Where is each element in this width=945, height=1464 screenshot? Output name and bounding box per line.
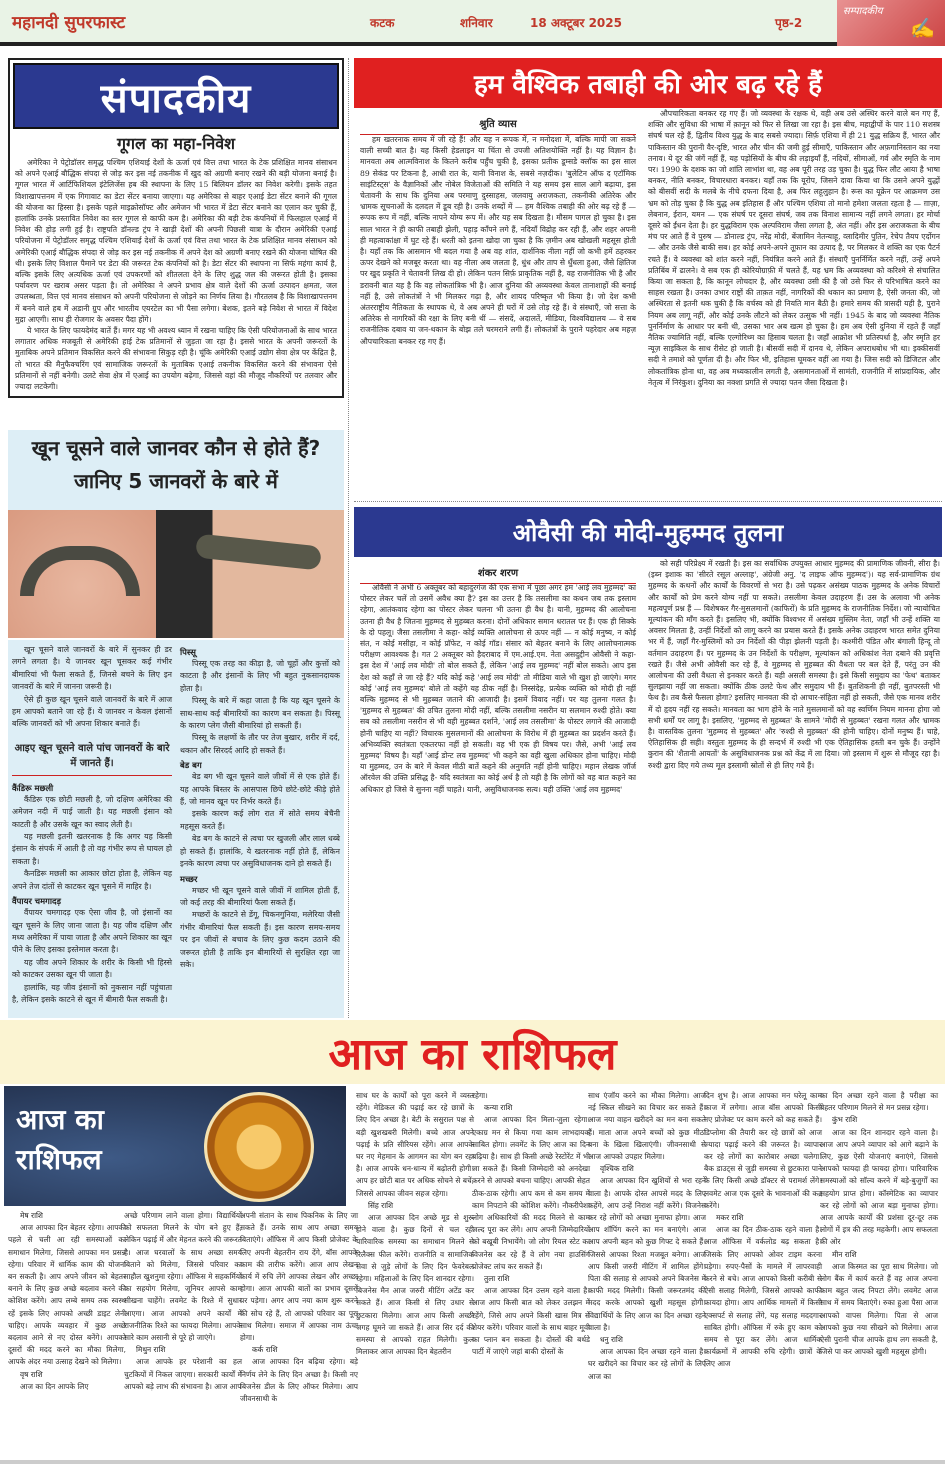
editorial-banner xyxy=(13,63,339,129)
horoscope-text: आज का दिन ठीक-ठाक रहने वाला है। आज ऑफिस में वर्कलोड बढ़ सकता है। जिसके लिए आपको ओवर टाइम करना पड़ेगा। रुपए-पैसों के मामले में लापरवाही करने से बचे। आज आपको किसी करीबी से ऐसी सलाह मिलेगी, जिससे आपको काफी फायदा होगा। आप आर्थिक मामलों में किसी एक्सपर्ट से सलाह लेंगे, यह सलाह मददगार साबित होगी। ऑफिस में रुके हुए काम को समय से पूरा कर लेंगे। आज धार्मिक कार्यक्रमों में आपकी रुचि रहेगी। छात्रों के लिए आज xyxy=(704,1225,822,1369)
article2-column-2 xyxy=(648,558,940,1014)
horoscope-text: आज आपका दिन बढ़िया रहेगा। बड़े निर्णय लेने के लिए दिन अच्छा है। किसी नए बिजनेस डील के लिए ऑफर मिलेगा। आप जीवनसाथी के xyxy=(240,1357,358,1404)
article1-byline: श्रुति व्यास xyxy=(360,116,636,135)
article2-headline-banner xyxy=(354,507,942,557)
horoscope-text: आज आपके हर परेशानी का हल चुटकियों में निकल जाएगा। सरकारी कार्यों में आपको बड़े लाभ की संभावना है। आज आप xyxy=(124,1357,242,1391)
bloodsuckers-callout: आइए खून चूसने वाले पांच जानवरों के बारे में जानते हैं। xyxy=(12,735,172,776)
horoscope-text: आज आपका दिन मिला-जुला रहेगा। एकाग्र मन से किया गया काम लाभदायक साबित होगा। लवमेंट के लिए आज का दिन बढ़िया है। साथ ही किसी अच्छे रेस्टोरेंट में भी जा सकते हैं। किसी जिम्मेदारी को अनदेखा करने से आपको बचना चाहिए। आपकी सेहत ठीक-ठाक रहेगी। आप कम से कम समय में काम निपटाने की कोशिश करेंगे। नौकरीपेशा लोग अधिकारियों की मदद मिलने से काम जल्द पूरा कर लेंगे। आप अपनी जिम्मेदारियों को बखूबी निभायेंगे। जो लोग रियल स्टेट का विजनेस कर रहे हैं वे लोग नया हाउसिंग प्रोजेक्ट लांच कर सकते हैं। xyxy=(472,1115,590,1271)
section-paragraph: बेड बग के काटने से त्वचा पर खुजली और लाल धब्बे हो सकते हैं। हालांकि, ये खतरनाक नहीं होते हैं, लेकिन इनके कारण त्वचा पर असुविधाजनक दाने हो सकते हैं। xyxy=(180,834,340,869)
rashifal-column-text xyxy=(8,1210,126,1458)
section-paragraph: मच्छर भी खून चूसने वाले जीवों में शामिल होती हैं, जो कई तरह की बीमारियां फैला सकते हैं। xyxy=(180,885,340,907)
editorial-title: गूगल का महा-निवेश xyxy=(116,134,236,153)
column-divider xyxy=(348,58,349,1018)
leech-photos xyxy=(8,510,344,638)
rashifal-image-text xyxy=(16,1100,104,1180)
horoscope-text: रहेगा। xyxy=(472,1091,488,1100)
section-paragraph: मच्छरों के काटने से डेंगू, चिकनगुनिया, मलेरिया जैसी गंभीर बीमारियां फैल सकती हैं। इस कारण समय-समय पर इन जीवों से बचाव के लिए कुछ कदम उठाने की जरूरत होती है ताकि इन बीमारियों से सुरक्षित रहा जा सके। xyxy=(180,910,340,969)
article2-text: ओवैसी ने अभी 6 अक्तूबर को बहादुरगंज की एक सभा में पूछा अगर हम 'आई लव मुहम्मद' का पोस्टर लेकर चलें तो उसमें अवैध क्या है? इस का उत्तर है कि तसलीमा का कथन जब तक इस्लाम रहेगा, आतंकवाद रहेगा का पोस्टर लेकर चलना भी उतना ही वैध है। यानी, मुहम्मद की आलोचना उतना ही वैध है जितना मुहम्मद से मुहब्बत करना। दोनों अधिकार समान धरातल पर हैं। एक ही सिक्के के दो पहलू। जैसा तसलीमा ने कहा- कोई व्यक्ति आलोचना से ऊपर नहीं — न कोई मनुष्य, न कोई संत, न कोई मसीहा, न कोई प्रॉफेट, न कोई गॉड। संसार को बेहतर बनाने के लिए आलोचनात्मक परीक्षण आवश्यक है। गत 2 अक्तूबर को हैदराबाद में एम.आई.एम. नेता असदुद्दीन ओवैसी ने कहा- इस देश में 'आई लव मोदी' तो बोल सकते हैं, लेकिन 'आई लव मुहम्मद' नहीं बोल सकते। आप इस देश को कहाँ ले जा रहे हैं? यदि कोई कहे 'आई लव मोदी' तो मीडिया वाले भी खुश हो जाएंगे। मगर कोई 'आई लव मुहम्मद' बोले तो कहेंगे यह ठीक नहीं है। निस्संदेह, प्रत्येक व्यक्ति को मोदी ही नहीं बल्कि मुहम्मद से भी मुहब्बत जताने की आजादी है। इसमें विवाद नहीं। पर यह तुलना गलत है। 'मुहम्मद से मुहब्बत' की उचित तुलना मोदी नहीं, बल्कि तसलीमा नसरीन या सलमान रुश्दी होते। क्या सब को तसलीमा नसरीन से भी वही मुहब्बत दर्शाने, 'आई लव तसलीमा' के पोस्टर लगाने की आजादी होनी चाहिए या नहीं? विचारक मुसलमानों की आलोचना के विरोध में ही मुहब्बत का प्रदर्शन करते हैं। अभिव्यक्ति स्वतंत्रता एकतरफा नहीं हो सकती। वह भी एक ही विषय पर। जैसे, अभी 'आई लव मुहम्मद' विषय है। यहाँ 'आई डोन्ट लव मुहम्मद' भी कहने का वही खुला अधिकार होना चाहिए। मोदी या मुहम्मद, उन के बारे में केवल मीठी बातें कहने की अनुमति नहीं होनी चाहिए। महान लेखक जॉर्ज ऑरवेल की उक्ति प्रसिद्ध है- यदि स्वतंत्रता का कोई अर्थ है तो यही है कि लोगों को वह बात कहने का अधिकार हो जिसे वे सुनना नहीं चाहते। यानी, असुविधाजनक सत्य। यही उक्ति 'आई लव मुहम्मद' xyxy=(360,583,636,794)
rashifal-image xyxy=(4,1086,346,1206)
bloodsuckers-column-1 xyxy=(12,644,172,1014)
horoscope-text: आज आपका दिन उत्तम रहने वाला है। आज आप किसी बात को लेकर उलझन में रहेंगे, जिसे आप अपने किसी खास मित्र से शेयर करेंगे। परिवार वालों के साथ बाहर मूवी का प्लान बन सकता है। दोस्तों की बर्थडे पार्टी में जाएंगे जहां बाकी दोस्तों के xyxy=(472,1286,590,1357)
rashifal-column xyxy=(240,1210,358,1458)
zodiac-sign-title: मीन राशि xyxy=(832,1249,857,1259)
section-paragraph: कैनडिरू मछली का आकार छोटा होता है, लेकिन यह अपने तेज दांतों से काटकर खून चूसने में माहिर है। xyxy=(12,869,172,891)
zodiac-sign-title: कर्क राशि xyxy=(252,1345,278,1355)
section-paragraph: बेड बग भी खून चूसने वाले जीवों में से एक होते हैं। यह आपके बिस्तर के आसपास छिपे छोटे-छोटे कीड़े होते हैं, जो मानव खून पर निर्भर करते हैं। xyxy=(180,772,340,807)
paper-name: महानदी सुपरफास्ट xyxy=(12,13,126,33)
section-paragraph: पिस्सू के लक्षणों के तौर पर तेज बुखार, शरीर में दर्द, थकान और सिरदर्द आदि हो सकते हैं। xyxy=(180,733,340,755)
section-paragraph: वैंपायर चमगादड़ एक ऐसा जीव है, जो इंसानों का खून चूसने के लिए जाना जाता है। यह जीव दक्षिण और मध्य अमेरिका में पाया जाता है और अपने शिकार का खून पीने के लिए इसका इस्तेमाल करता है। xyxy=(12,908,172,955)
article-divider xyxy=(354,501,942,502)
rashifal-column-text xyxy=(124,1210,242,1458)
editorial-body xyxy=(10,157,342,392)
zodiac-wheel-icon xyxy=(204,1092,314,1202)
section-title: बेड बग xyxy=(180,760,202,771)
section-title: पिस्सू xyxy=(180,647,196,657)
leech-photo-1 xyxy=(8,510,156,638)
horoscope-text: आज आपका दिन अच्छा रहने वाला है। घर खरीदने का विचार कर रहे लोगों के लिए आज का xyxy=(588,1347,706,1381)
editorial-box xyxy=(8,58,344,398)
rashifal-column-text xyxy=(820,1090,938,1458)
article1-headline: हम वैश्विक तबाही की ओर बढ़ रहे हैं xyxy=(474,70,822,100)
rashifal-column xyxy=(704,1090,822,1458)
bloodsuckers-headline xyxy=(8,430,344,510)
rashifal-column xyxy=(356,1090,474,1458)
leech-icon xyxy=(20,546,140,596)
rashifal-column-text xyxy=(240,1210,358,1458)
leech-icon xyxy=(195,534,322,571)
zodiac-sign-title: मकर राशि xyxy=(716,1213,744,1223)
pen-hand-icon: ✍ xyxy=(910,16,935,40)
section-title: मच्छर xyxy=(180,873,198,884)
zodiac-sign-title: सिंह राशि xyxy=(368,1200,394,1210)
article2-text: को सही परिप्रेक्ष्य में रखती है। इस का सर्वाधिक उपयुक्त आधार मुहम्मद की प्रामाणिक जीवनी, सीरा है। (इब्न इशाक का 'सीरते रसूल अल्लाह', अंग्रेजी अनु. 'द लाइफ ऑफ मुहम्मद')। यह सर्व-प्रामाणिक ग्रंथ मुहम्मद के कथनों और कार्यों के विवरणों से भरा है। उसे पढ़कर असंख्य पाठक मुहम्मद के अनेक विचारों और कार्यों को प्रेम करने योग्य नहीं पा सकते। तसलीमा केवल उदाहरण हैं। उस के अलावा भी अनेक महत्वपूर्ण प्रश्न हैं — विशेषकर गैर-मुसलमानों (काफिरों) के प्रति मुहम्मद के राजनीतिक निर्देश। जो न्यायोचित मूल्यांकन की माँग करते हैं। इसलिए भी, क्योंकि विश्वभर में असंख्य मुस्लिम नेता, जहाँ भी उन्हें शक्ति या अवसर मिलता है, उन्हीं निर्देशों को लागू करने का प्रयास करते हैं। इसके अनेक उदाहरण भारत समेत दुनिया भर में हैं, जहाँ गैर-मुस्लिमों को उन निर्देशों की पीड़ा झेलनी पड़ती है। कश्मीरी पंडित और बंगाली हिन्दू तो वर्तमान उदाहरण हैं। पर मुहम्मद के उन निर्देशों के परीक्षण, मूल्यांकन को अधिकांश नेता दबाने की प्रवृत्ति रखते हैं। जैसे अभी ओवैसी कर रहे हैं, वे मुहम्मद से मुहब्बत की वैधता पर बल देते हैं, परंतु उन की आलोचना की उसी वैधता से इनकार करते हैं। यही असली समस्या है। इसे किसी समुदाय का 'फेथ' बताकर सुलझाया नहीं जा सकता। क्योंकि ठीक उलटे फेथ और समुदाय भी हैं। बुतशिकनी ही नहीं, बुतपरस्ती भी फेथ है। तब कैसे फैसला होगा? इसलिए मानवता की दो आचार-संहिता नहीं हो सकती, जैसे एक मानव शरीर में दो हृदय नहीं रह सकते। मानवता का भाग होने के नाते मुसलमानों को वह स्वर्णिम नियम मानना होगा जो सभी धर्मों पर लागू है। इसलिए, 'मुहम्मद से मुहब्बत' के सामने 'मोदी से मुहब्बत' रखना गलत और भ्रामक है। वास्तविक तुलना 'मुहम्मद से मुहब्बत' और 'रुश्दी से मुहब्बत' की होनी चाहिए। दोनों मनुष्य हैं। चाहे, ऐतिहासिक ही सही। वस्तुतः मुहम्मद के ही सन्दर्भ में रुश्दी भी एक ऐतिहासिक हस्ती बन चुके हैं। उन्होंने कुरान की 'शैतानी आयतों' के असुविधाजनक प्रश्न को केंद्र में ला दिया। जो इस्लाम में शुरू से मौजूद रहा है। रुश्दी द्वारा दिए गये तथ्य मूल इस्लामी स्रोतों से ही लिए गये हैं। xyxy=(648,559,940,770)
bloodsuckers-headline-line2: जानिए 5 जानवरों के बारे में xyxy=(74,469,278,493)
horoscope-text: अच्छे परिणाम लाने वाला होगा। विद्यार्थियों को सफलता मिलने के योग बने हुए हैं, लेकिन पढ़ाई में और मेहनत करने की जरूरत है। आज घरवालों के साथ अच्छा समय बिताने को मिलेगा, जिससे परिवार का माहौल खुशनुमा रहेगा। ऑफिस मे सहकर्मियों का सहयोग मिलेगा, जूनियर आपसे काम सीखना चाहेंगे। लवमेट के रिश्ते में सुधार आएगा। आज आपको अपने कार्यों में राजनीतिक रिश्ते का फायदा मिलेगा। आपके सारे काम असानी से पूरे हो जाएंगे। xyxy=(124,1211,242,1343)
section-logo xyxy=(837,0,945,46)
section-paragraph: कैंडिरू एक छोटी मछली है, जो दक्षिण अमेरिका की अमेजन नदी में पाई जाती है। यह मछली इंसान को काटती है और उसके खून का स्वाद लेती है। xyxy=(12,794,172,829)
zodiac-sign-title: मिथुन राशि xyxy=(136,1345,166,1355)
zodiac-sign-title: धनु राशि xyxy=(600,1335,623,1345)
rashifal-column xyxy=(820,1090,938,1458)
section-paragraph: पिस्सू एक तरह का कीड़ा है, जो चूहों और कुत्तों को काटता है और इंसानों के लिए भी बहुत नुकसानदायक होता है। xyxy=(180,659,340,693)
section-paragraph: हालांकि, यह जीव इंसानों को नुकसान नहीं पहुंचाता है, लेकिन इसके काटने से खून में बीमारी फैल सकती है। xyxy=(12,982,172,1004)
zodiac-sign-title: वृष राशि xyxy=(20,1369,43,1379)
rashifal-column xyxy=(8,1210,126,1458)
zodiac-sign-title: कन्या राशि xyxy=(484,1103,513,1113)
section-paragraph: यह मछली इतनी खतरनाक है कि अगर यह किसी इंसान के संपर्क में आती है तो वह गंभीर रूप से घायल हो सकता है। xyxy=(12,832,172,866)
rashifal-image-line1: आज का xyxy=(16,1103,104,1136)
rashifal-headline-banner xyxy=(0,1020,945,1084)
article1-text: हम खतरनाक समय में जी रहे हैं! और यह न रूपक में, न मनोदशा में, बल्कि मापी जा सकने वाली सच्ची बात है। यह किसी हेडलाइन या चिंता से उपजी अतिशयोक्ति नहीं है। यह विज्ञान है। मानवता अब आत्मविनाश के कितने करीब पहुँच चुकी है, इसका प्रतीक डूम्सडे क्लॉक का इस साल 89 सेकंड पर टिकना है, आधी रात के, यानी विनाश के, सबसे नज़दीक। 'बुलेटिन ऑफ द एटॉमिक साइंटिस्ट्स' के वैज्ञानिकों और नोबेल विजेताओं की समिति ने यह समय इस साल आगे बढ़ाया, इस चेतावनी के साथ कि दुनिया अब परमाणु दुस्साहस, जलवायु अराजकता, तकनीकी अतिरेक और भ्रामक सूचनाओं के दलदल में डूब रही है। उनके शब्दों में — हम वैश्विक तबाही की ओर बढ़ रहे हैं — रूपक रूप में नहीं, बल्कि नापने योग्य रूप में। और यह सब दिखता है। मौसम पागल हो चुका है। इस साल भारत ने ही काफी तबाही झेली, पहाड़ काँपने लगे हैं, नदियाँ विद्रोह कर रही हैं, और शहर अपनी ही महत्वाकांक्षा में घुट रहे हैं। धरती को इतना खोदा जा चुका है कि ज़मीन अब खोखली महसूस होती है। यहाँ तक कि आसमान भी बदल गया है अब वह शांत, दार्शनिक नीला नहीं जो कभी हमें ठहरकर ऊपर देखने को मजबूर करता था। वह नीला अब जलता है, धुंध और ताप से धुँधला हुआ, जैसे क्षितिज पर खुद प्रकृति ने चेतावनी लिख दी हो। लेकिन पतन सिर्फ़ प्राकृतिक नहीं है, वह राजनीतिक भी है और डरावनी बात यह है कि वह लोकतांत्रिक भी है। आज दुनिया की अव्यवस्था केवल तानाशाहों की बनाई नहीं है, उसे लोकतंत्रों ने भी मिलकर गढ़ा है, और शायद परिष्कृत भी किया है। जो देश कभी अंतरराष्ट्रीय नैतिकता के स्थापक थे, वे अब अपने ही घरों में उसे तोड़ रहे हैं। वे संस्थाएँ, जो सत्ता के अतिरेक से नागरिकों की रक्षा के लिए बनी थीं — संसदें, अदालतें, मीडिया, विश्वविद्यालय — वे सब राजनीतिक दबाव या जन-थकान के बोझ तले चरमराने लगी हैं। लोकतंत्रों के पुराने पहरेदार अब महज़ औपचारिकता बनकर रह गए हैं। xyxy=(360,135,636,346)
section-paragraph: इसके कारण कई लोग रात में सोते समय बेचैनी महसूस करते हैं। xyxy=(180,809,340,831)
zodiac-sign-title: मेष राशि xyxy=(20,1211,43,1220)
intro-paragraph: खून चूसने वाले जानवरों के बारे में सुनकर ही डर लगने लगता है। ये जानवर खून चूसकर कई गंभीर बीमारियां भी फैला सकते हैं, जिनसे बचने के लिए इन जानवरों के बारे में जानना जरूरी है। xyxy=(12,645,172,692)
horoscope-text: आज किस्मत का पूरा साथ मिलेगा। जो लोग बैंक में कार्य करते हैं वह आज अपना काम बहुत जल्द निपटा लेंगे। लवमेट आज साथ में समय बिताएंगे। रुका हुआ पैसा आज आपको वापस मिलेगा। पिता से आज आपको कुछ नया सीखने को मिलेगा। आज ऐसी पुरानी चीज आपके हाथ लग सकती है, जिसे पा कर आपको खुशी महसूस होगी। xyxy=(820,1261,938,1357)
article1-text: औपचारिकता बनकर रह गए हैं। जो व्यवस्था के रक्षक थे, वही अब उसे अस्थिर करने वाले बन गए हैं, शक्ति और सुविधा की भाषा में क़ानून को फिर से लिखा जा रहा है। इस बीच, महाद्वीपों के पार 110 सशस्त्र संघर्ष चल रहे हैं, द्वितीय विश्व युद्ध के बाद सबसे ज्यादा। सिर्फ़ एशिया में ही 21 युद्ध सक्रिय हैं, भारत और पाकिस्तान की पुरानी वैर-दृष्टि, भारत और चीन की जमी हुई सीमाएँ, पाकिस्तान और अफ़गानिस्तान का नया तनाव। ये दूर की जंगें नहीं हैं, यह पड़ोसियों के बीच की लड़ाइयाँ हैं, नदियों, सीमाओं, गर्व और स्मृति के नाम पर। 1990 के दशक का जो शांति लाभांश था, वह अब पूरी तरह उड़ चुका है। युद्ध फिर लौट आया है भाषा बनकर, नीति बनकर, विचारधारा बनकर। यहाँ तक कि यूरोप, जिसने दावा किया था कि उसने अपने युद्धों को बीसवीं सदी के मलबे के नीचे दफना दिया है, अब फिर लहूलुहान है। रूस का यूक्रेन पर आक्रमण उस भ्रम को तोड़ चुका है कि युद्ध अब इतिहास हैं और पश्चिम एशिया तो मानो हमेशा जलता रहता है — ग़ाज़ा, लेबनान, ईरान, यमन — एक संघर्ष पर दूसरा संघर्ष, जब तक विनाश सामान्य नहीं लगने लगता। हर मोर्चा दूसरे को ईंधन देता है। हर युद्धविराम एक अल्पविराम जैसा लगता है, अंत नहीं। और इस अराजकता के बीच मंच पर आते हैं वे पुरुष — डोनाल्ड ट्रंप, नरेंद्र मोदी, बेंजामिन नेतन्याहू, व्लादिमीर पुतिन, रेचेप तैयप एर्दोगन — और उनके जैसे बाकी सब। हर कोई अपने-अपने तूफ़ान का उत्पाद है, पर मिलकर वे शक्ति का एक पैटर्न रचते हैं। वे व्यवस्था को शांत करने नहीं, नियंत्रित करने आते हैं। संस्थाएँ पुनर्निर्मित करने नहीं, उन्हें अपने प्रतिबिंब में ढालने। वे सब एक ही कोरियोग्राफ़ी में चलते हैं, यह भ्रम कि अव्यवस्था को करिश्मे से संचालित किया जा सकता है, कि कानून लोचदार है, और व्यवस्था उसी की है जो उसे फिर से परिभाषित करने का साहस रखता है। उनका उभार राष्ट्रों की ताक़त नहीं, नागरिकों की थकान का प्रमाण है, ऐसी जनता की, जो अस्थिरता से इतनी थक चुकी है कि वर्चस्व को ही नियति मान बैठी है। हमारे समय की त्रासदी यही है, पुराने नियम अब लागू नहीं, और कोई उनके लौटने को लेकर उत्सुक भी नहीं। 1945 के बाद जो व्यवस्था नैतिक पुनर्निर्माण के आधार पर बनी थी, उसका भार अब खत्म हो चुका है। हम अब ऐसी दुनिया में रहते हैं जहाँ नैतिक ज्यामिति नहीं, बल्कि एल्गोरिथ्म का हिसाब चलता है। जहाँ आक्रोश भी प्रतिस्पर्धा है, और स्मृति हर न्यूज़ साइकिल के साथ रीसेट हो जाती है। बीसवीं सदी में दानव थे, लेकिन अपराधबोध भी था। इक्कीसवीं सदी ने तमाशे को पूर्णता दी है। और फिर भी, इतिहास घूमकर वहीं आ गया है। जिस सदी को डिजिटल और लोकतांत्रिक होना था, वह अब मध्यकालीन लगती है, असमानताओं में सामंती, राजनीति में सांप्रदायिक, और नेतृत्व में निरंकुश। दुनिया का नक्शा प्रगति से ज्यादा पतन जैसा दिखता है। xyxy=(648,109,940,387)
article2-column-1 xyxy=(360,582,636,1014)
leech-photo-2 xyxy=(156,510,344,638)
section-title: वैंपायर चमगादड़ xyxy=(12,896,61,907)
horoscope-text: आज आपका दिन बेहतर रहेगा। आपकी पहले से चली आ रही समस्याओं का समाधान मिलेगा, जिससे आपका मन प्रसन्न रहेगा। परिवार में धार्मिक काम की योजना बन सकती है। आप अपने जीवन को बेहतर बनाने के लिए कुछ अच्छे बदलाव करने की कोशिश करेंगे। आप लम्बे समय तक स्वस्थ रहें इसके लिए आपको अच्छी डाइट लेनी चाहिए। आपके व्यवहार में कुछ अच्छे बदलाव आने से नए दोस्त बनेंगे। आपको दूसरों की मदद करने का मौका मिलेगा, आपके अंदर नया उत्साह देखने को मिलेगा। xyxy=(8,1223,126,1367)
horoscope-text: आज का दिन आपके लिए xyxy=(20,1381,89,1391)
rashifal-column-text xyxy=(704,1090,822,1458)
horoscope-text: आज का दिन शानदार रहने वाला है। आज आप अपने व्यापार को आगे बढ़ाने के लिए, कुछ ऐसी योजनाएं बनाएंगे, जिससे आपको फायदा ही फायदा होगा। पारिवारिक समस्याओं को सॉल्व करने में बड़े-बुजुर्गों का सहयोग प्राप्त होगा। कॉस्मेटिक का व्यापार कर रहे लोगों को आज बड़ा मुनाफा होगा। आज आपके कार्यों की प्रशंसा दूर-दूर तक लोगों में इत्र की तरह महकेगी। आप सफलता की ओर xyxy=(820,1127,938,1247)
horoscope-text: दिन शुभ है। आज आपका मन घरेलू काम काज में लगेगा। आज बॉस आपको किसी नए प्रोजेक्ट पर काम करने को कह सकते हैं। डिप्लोमा की तैयारी कर रहे छात्रों को आज ज्यादा पढ़ाई करने की जरूरत है। व्यापार कर रहे लोगों का कारोबार अच्छा चलेगा। बैक डाउट्स से जुड़ी समस्या से छुटकारा पाने के लिए किसी अच्छे डॉक्टर से परामर्श लेंगे। लवमेट आज एक दूसरे के भावनाओं की कद्र करेंगे। xyxy=(704,1091,822,1210)
rashifal-column xyxy=(124,1210,242,1458)
bloodsuckers-body xyxy=(8,640,344,1018)
article2-byline: शंकर शरण xyxy=(360,565,636,584)
article1-column-1 xyxy=(360,134,636,498)
rashifal-column xyxy=(472,1090,590,1458)
horoscope-text: का दिन अच्छा रहने वाला है परीक्षा का बेहतर परिणाम मिलने से मन प्रसन्न रहेगा। xyxy=(820,1091,938,1113)
date: 18 अक्टूबर 2025 xyxy=(530,16,622,30)
day: शनिवार xyxy=(460,16,493,30)
page-number: पृष्ठ-2 xyxy=(775,16,803,30)
city: कटक xyxy=(370,16,395,30)
zodiac-sign-title: कुंभ राशि xyxy=(832,1115,858,1125)
masthead xyxy=(0,0,945,46)
article1-headline-banner xyxy=(354,58,942,108)
bloodsuckers-headline-line1: खून चूसने वाले जानवर कौन से होते हैं? xyxy=(31,436,321,460)
section-title: कैंडिरू मछली xyxy=(12,782,54,793)
section-paragraph: पिस्सू के बारे में कहा जाता है कि यह खून चूसने के साथ-साथ कई बीमारियों का कारण बन सकता है। पिस्सू के कारण प्लेग जैसी बीमारियां हो सकती हैं। xyxy=(180,696,340,731)
article2-headline: ओवैसी की मोदी-मुहम्मद तुलना xyxy=(512,518,784,547)
editorial-paragraph: अमेरिका ने पेट्रोडॉलर समृद्ध पश्चिम एशियाई देशों के ऊर्जा एवं वित्त तथा भारत के टेक प्रशिक्षित मानव संसाधन को अपने एआई बौद्धिक संपदा से जोड़ कर इस नई तकनीक में खुद को अग्रणी बनाए रखने की बड़ी योजना बनाई है। गूगल भारत में आर्टिफिशियल इंटेलिजेंस हब की स्थापना के लिए 15 बिलियन डॉलर का निवेश करेगी। इसके तहत विशाखापत्तनम में एक गिगावाट का डेटा सेंटर बनाया जाएगा। यह अमेरिका से बाहर एआई डेटा सेंटर बनाने की गूगल की योजना का हिस्सा है। इसके पहले माइक्रोसॉफ्ट और अमेजन भी भारत में डेटा सेंटर बनाने का एलान कर चुकी हैं, हालांकि उनके प्रस्तावित निवेश का स्तर गूगल से काफी कम है। अमेरिका की बड़ी टेक कंपनियों में फिलहाल एआई में निवेश की होड़ लगी हुई है। राष्ट्रपति डॉनल्ड ट्रंप ने खाड़ी देशों की अपनी पिछली यात्रा के दौरान अमेरिकी एआई परियोजना में पेट्रोडॉलर समृद्ध पश्चिम एशियाई देशों के ऊर्जा एवं वित्त तथा भारत के टेक प्रशिक्षित मानव संसाधन को अमेरिकी एआई बौद्धिक संपदा से जोड़ कर इस नई तकनीक में अपने देश को अग्रणी बनाए रखने की योजना घोषित की थी। इसके लिए विशाल पैमाने पर डेटा की जरूरत टेक कंपनियों को है। डेटा सेंटर की स्थापना ना सिर्फ महंगा कार्य है, बल्कि इसके लिए अत्यधिक ऊर्जा एवं उपकरणों को शीतलता देने के लिए शुद्ध जल की जरूरत होती है। इसका पर्यावरण पर खराब असर पड़ता है। तो अमेरिका ने अपने प्रभाव क्षेत्र वाले देशों की ऊर्जा उत्पादन क्षमता, जल उपलब्धता, वित्त एवं मानव संसाधन को अपनी परियोजना से जोड़ने का निर्णय लिया है। गौरतलब है कि विशाखापत्तनम में बनने वाले हब में अडानी ग्रुप और भारतीय एयरटेल का भी पैसा लगेगा। बेशक, इतने बड़े निवेश से भारत में विदेश मुद्रा आएगी। साथ ही रोजगार के अवसर पैदा होंगे। xyxy=(15,158,337,324)
bottom-rule xyxy=(0,1460,945,1464)
rashifal-headline: आज का राशिफल xyxy=(328,1029,617,1080)
zodiac-sign-title: वृश्चिक राशि xyxy=(600,1164,634,1174)
bloodsuckers-column-2 xyxy=(180,644,340,1014)
zodiac-sign-title: तुला राशि xyxy=(484,1274,510,1284)
section-paragraph: यह जीव अपने शिकार के शरीर के किसी भी हिस्से को काटकर उसका खून पी जाता है। xyxy=(12,957,172,980)
horoscope-text: साथ एंजॉय करने का मौका मिलेगा। आज नई स्किल सीखने का विचार कर सकते हैं। आज नया वाहन खरीदने का मन बना सकते हैं। माता आज अपने बच्चों को कुछ मीठा बना के खिला खिलाएंगी। जीवनसाथी से आज आपको उपहार मिलेगा। xyxy=(588,1091,706,1162)
editorial-banner-text: संपादकीय xyxy=(100,75,252,122)
horoscope-text: आज आपका दिन अच्छे मूड से शुरू होने वाला है। कुछ दिनों से चल रही पारिवारिक समस्या का समाधान मिलने से रिलैक्स फील करेंगे। राजनीति व सामाजिक सेवा से जुड़े लोगों के लिए दिन फेवरेबल रहेगा। महिलाओं के लिए दिन शानदार रहेगा। बिजनेस मैन आज जरुरी मीटिंग अटेंड कर सकते हैं। आज किसी से लिए उधार से छुटकारा मिलेगा। आज आप किसी अच्छी जगह घूमने जा सकते हैं। आज सिर दर्द की समस्या से आपको राहत मिलेगी। कुल मिलाकर आज आपका दिन बेहतरीन xyxy=(356,1213,474,1357)
rashifal-column-text xyxy=(588,1090,706,1458)
rashifal-image-line2: राशिफल xyxy=(16,1143,102,1176)
horoscope-text: साथ घर के कार्यों को पूरा करने में व्यस्त रहेंगे। मेडिकल की पढ़ाई कर रहे छात्रों के लिए दिन अच्छा है। बेटी के ससुराल पक्ष से बड़ी खुशखबरी मिलेगी। बच्चे आज अपने पढ़ाई के प्रति सीरियस रहेंगे। आज आपके घर नए मेहमान के आगमन का योग बन रहा है। आज आपके धन-धान्य में बढ़ोतरी होगी। आप हर छोटी बात पर अधिक सोचने से बचें, जिससे आपका जीवन सहज रहेगा। xyxy=(356,1091,474,1198)
rashifal-column xyxy=(588,1090,706,1458)
horoscope-text: अपनी संतान के साथ पिकनिक के लिए जा सकते हैं। उनके साथ आप अच्छा समय बिताएंगे। ऑफिस में आप किसी प्रोजेक्ट के लिए अपनी बेहतरीन राय देंगे, बॉस आपके काम की तारीफ करेंगे। आज आप लेखन कार्य में रुचि लेंगे आपका लेखन और अच्छा होगा। आज आपकी बातों का प्रभाव दूसरों पर पड़ेगा। अगर आप नया काम शुरू करने की सोच रहे हैं, तो आपको परिवार का पूरा साथ मिलेगा। समाज में आपका नाम ऊंचा होगा। xyxy=(240,1211,358,1343)
horoscope-text: आज आपका दिन खुशियों से भरा रहने वाला है। आपके दोस्त आपसे मदद के लिए कहेंगे, आप उन्हें निराश नहीं करेंगे। विजनेस कर रहे लोगों को अच्छा मुनाफा होगा। आज आप शॉपिंग करने का मन बनाएंगे। आज आप अपनी बहन को कुछ गिफ्ट दे सकते हैं। जिससे आपका रिश्ता मजबूत बनेगा। आज आप किसी जरुरी मीटिंग में शामिल होंगे। पिता की सलाह से आपको अपने बिजनेस में काफी मदद मिलेगी। किसी जरूरतमंद की मदद करके आपको खुशी महसूस होगी। विद्यार्थियों के लिए आज का दिन अच्छा रहने वाला है। xyxy=(588,1176,706,1332)
editorial-paragraph: ये भारत के लिए फायदेमंद बातें हैं। मगर यह भी अवश्य ध्यान में रखना चाहिए कि ऐसी परियोजनाओं के साथ भारत लगातार अधिक मजबूती से अमेरिकी हाई टेक प्रतिमानों से जुड़ता जा रहा है। इससे भारत के अपनी जरूरतों के मुताबिक अपने प्रतिमान विकसित करने की संभावना सिकुड़ रही है। चूंकि अमेरिकी एआई उद्योग सेवा क्षेत्र पर केंद्रित है, तो भारत की मैनुफैक्चरिंग एवं सामाजिक जरूरतों के मुताबिक एआई तकनीक विकसित करने की संभावना ऐसे प्रतिमानों से नहीं बनेगी। उलटे सेवा क्षेत्र में एआई का उपयोग बढ़ेगा, जिससे वहां की मौजूद नौकरियों पर तलवार और ज्यादा लटकेगी। xyxy=(15,326,337,392)
rashifal-column-text xyxy=(472,1090,590,1458)
intro-paragraph: ऐसे ही कुछ खून चूसने वाले जानवरों के बारे में आज हम आपको बताने जा रहे हैं। ये जानवर न केवल इंसानों बल्कि जानवरों को भी अपना शिकार बनाते हैं। xyxy=(12,694,172,729)
rashifal-column-text xyxy=(356,1090,474,1458)
article1-column-2 xyxy=(648,108,940,498)
section-logo-text: सम्पादकीय xyxy=(843,6,883,17)
